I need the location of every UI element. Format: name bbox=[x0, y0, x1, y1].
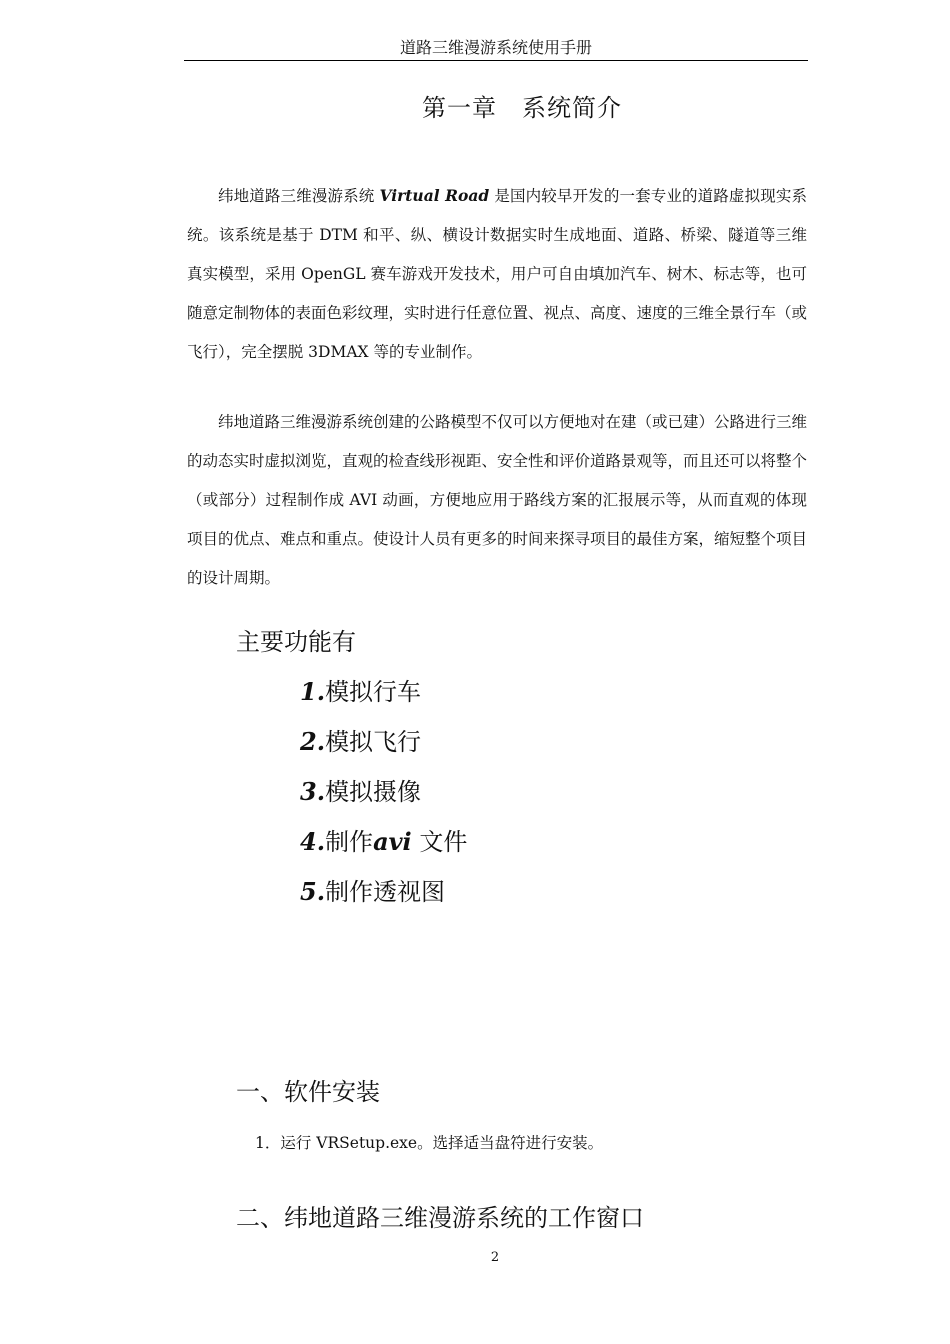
feature-label: 制作透视图 bbox=[325, 878, 446, 906]
feature-number: 3. bbox=[300, 777, 326, 806]
feature-item bbox=[300, 826, 467, 858]
section-workspace-title: 二、纬地道路三维漫游系统的工作窗口 bbox=[236, 1204, 644, 1232]
feature-number: 2. bbox=[300, 727, 326, 756]
feature-number: 4. bbox=[300, 827, 326, 856]
feature-item bbox=[300, 676, 421, 708]
intro-paragraph-2: 纬地道路三维漫游系统创建的公路模型不仅可以方便地对在建（或已建）公路进行三维的动态实时虚拟浏览，直观的检查线形视距、安全性和评价道路景观等，而且还可以将整个（或部分）过程制作成 AVI 动画，方便地应用于路线方案的汇报展示等，从而直观的体现项目的优点、难点和重点。使设计人员有更多的时间来探寻项目的最佳方案，缩短整个项目的设计周期。 bbox=[187, 413, 808, 587]
header-rule bbox=[184, 60, 808, 61]
feature-item bbox=[300, 776, 421, 808]
chapter-title: 第一章 系统简介 bbox=[422, 94, 622, 122]
feature-item bbox=[300, 726, 421, 758]
product-name: Virtual Road bbox=[379, 186, 490, 205]
intro-p1-prefix: 纬地道路三维漫游系统 bbox=[218, 187, 380, 205]
page-number: 2 bbox=[490, 1250, 500, 1265]
feature-label: 模拟飞行 bbox=[325, 728, 422, 756]
feature-label-prefix: 制作 bbox=[325, 828, 374, 856]
feature-number: 5. bbox=[300, 877, 326, 906]
feature-number: 1. bbox=[300, 677, 326, 706]
feature-label: 模拟摄像 bbox=[325, 778, 422, 806]
section-install-title: 一、软件安装 bbox=[236, 1078, 380, 1106]
intro-p1-body: 是国内较早开发的一套专业的道路虚拟现实系统。该系统是基于 DTM 和平、纵、横设计数据实时生成地面、道路、桥梁、隧道等三维真实模型，采用 OpenGL 赛车游戏开发技术，用户可自由填加汽车、树木、标志等，也可随意定制物体的表面色彩纹理，实时进行任意位置、视点、高度、速度的三维全景行车（或飞行），完全摆脱 3DMAX 等的专业制作。 bbox=[187, 187, 808, 361]
feature-label-suffix: 文件 bbox=[411, 828, 468, 856]
intro-paragraph-1 bbox=[187, 176, 807, 372]
feature-label: 模拟行车 bbox=[325, 678, 422, 706]
feature-item bbox=[300, 876, 445, 908]
running-header: 道路三维漫游系统使用手册 bbox=[399, 38, 592, 57]
install-step: 1．运行 VRSetup.exe。选择适当盘符进行安装。 bbox=[255, 1134, 604, 1152]
feature-label-avi: avi bbox=[373, 827, 412, 856]
features-title: 主要功能有 bbox=[236, 628, 356, 656]
